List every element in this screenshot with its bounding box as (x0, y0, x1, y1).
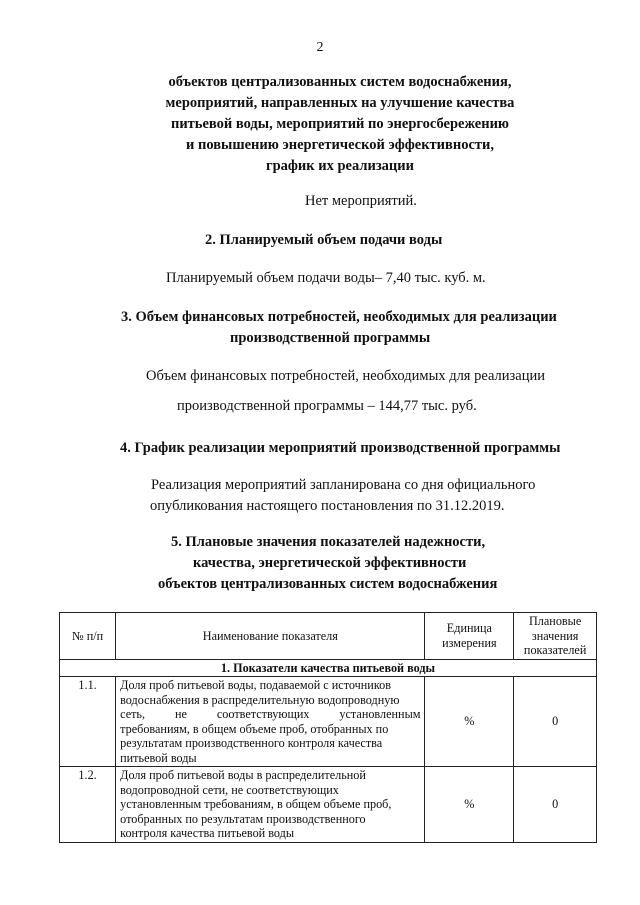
header-plan-line: Плановые (529, 614, 582, 628)
header-name: Наименование показателя (116, 613, 425, 660)
row-name-line: установленным требованиям, в общем объеме проб, (120, 797, 392, 811)
row-name (116, 677, 425, 767)
header-unit (425, 613, 514, 660)
row-name-line: Доля проб питьевой воды в распределительной (120, 768, 366, 782)
section5-title-line: объектов централизованных систем водоснабжения (158, 576, 498, 592)
section2-title: 2. Планируемый объем подачи воды (205, 232, 443, 248)
no-measures-text: Нет мероприятий. (305, 193, 417, 209)
row-name-line: водопроводной сети, не соответствующих (120, 782, 339, 797)
section4-title: 4. График реализации мероприятий производственной программы (120, 440, 561, 456)
section4-text-line: опубликования настоящего постановления по 31.12.2019. (150, 498, 505, 514)
section5-title-line: качества, энергетической эффективности (193, 555, 467, 571)
table-row (60, 677, 597, 767)
row-name-line: отобранных по результатам производственного (120, 811, 366, 826)
intro-heading-line: объектов централизованных систем водоснабжения, (168, 74, 512, 90)
section3-title-line: 3. Объем финансовых потребностей, необходимых для реализации (121, 309, 557, 325)
indicators-table (59, 612, 597, 843)
row-name-line: контроля качества питьевой воды (120, 826, 295, 840)
row-name (116, 767, 425, 843)
table-row (60, 767, 597, 843)
row-value: 0 (514, 677, 597, 767)
intro-heading-line: график их реализации (265, 158, 414, 174)
intro-heading-line: мероприятий, направленных на улучшение качества (165, 95, 515, 111)
section5-title-line: 5. Плановые значения показателей надежности, (171, 534, 486, 550)
section3-text-line: Объем финансовых потребностей, необходимых для реализации (146, 368, 545, 384)
row-name-line: требованиям, в общем объеме проб, отобранных по (120, 721, 389, 736)
header-plan (514, 613, 597, 660)
row-name-line: результатам производственного контроля качества (120, 736, 383, 750)
section3-title-line: производственной программы (230, 330, 431, 346)
intro-heading-line: питьевой воды, мероприятий по энергосбережению (170, 116, 510, 132)
intro-heading (80, 72, 600, 177)
section4-text-line: Реализация мероприятий запланирована со дня официального (151, 477, 536, 493)
row-num: 1.2. (60, 767, 116, 843)
section3-text-line: производственной программы – 144,77 тыс. руб. (177, 398, 477, 414)
header-plan-line: показателей (523, 643, 587, 657)
row-unit: % (425, 767, 514, 843)
section2-text: Планируемый объем подачи воды– 7,40 тыс. куб. м. (166, 270, 486, 286)
header-plan-line: значения (531, 628, 579, 643)
intro-heading-line: и повышению энергетической эффективности, (186, 137, 494, 153)
row-num: 1.1. (60, 677, 116, 767)
table-header-row (60, 613, 597, 660)
row-name-line: Доля проб питьевой воды, подаваемой с источников (120, 678, 391, 692)
header-num: № п/п (60, 613, 116, 660)
row-value: 0 (514, 767, 597, 843)
section-row-title: 1. Показатели качества питьевой воды (60, 659, 597, 677)
page-number: 2 (316, 40, 324, 55)
table-section-row (60, 659, 597, 677)
row-name-line: питьевой воды (120, 750, 197, 765)
header-unit-line: Единица (446, 621, 492, 636)
row-unit: % (425, 677, 514, 767)
header-unit-line: измерения (442, 635, 497, 650)
row-name-line: водоснабжения в распределительную водопроводную (120, 692, 400, 707)
row-name-line: сеть, не соответствующих установленным (120, 707, 421, 721)
